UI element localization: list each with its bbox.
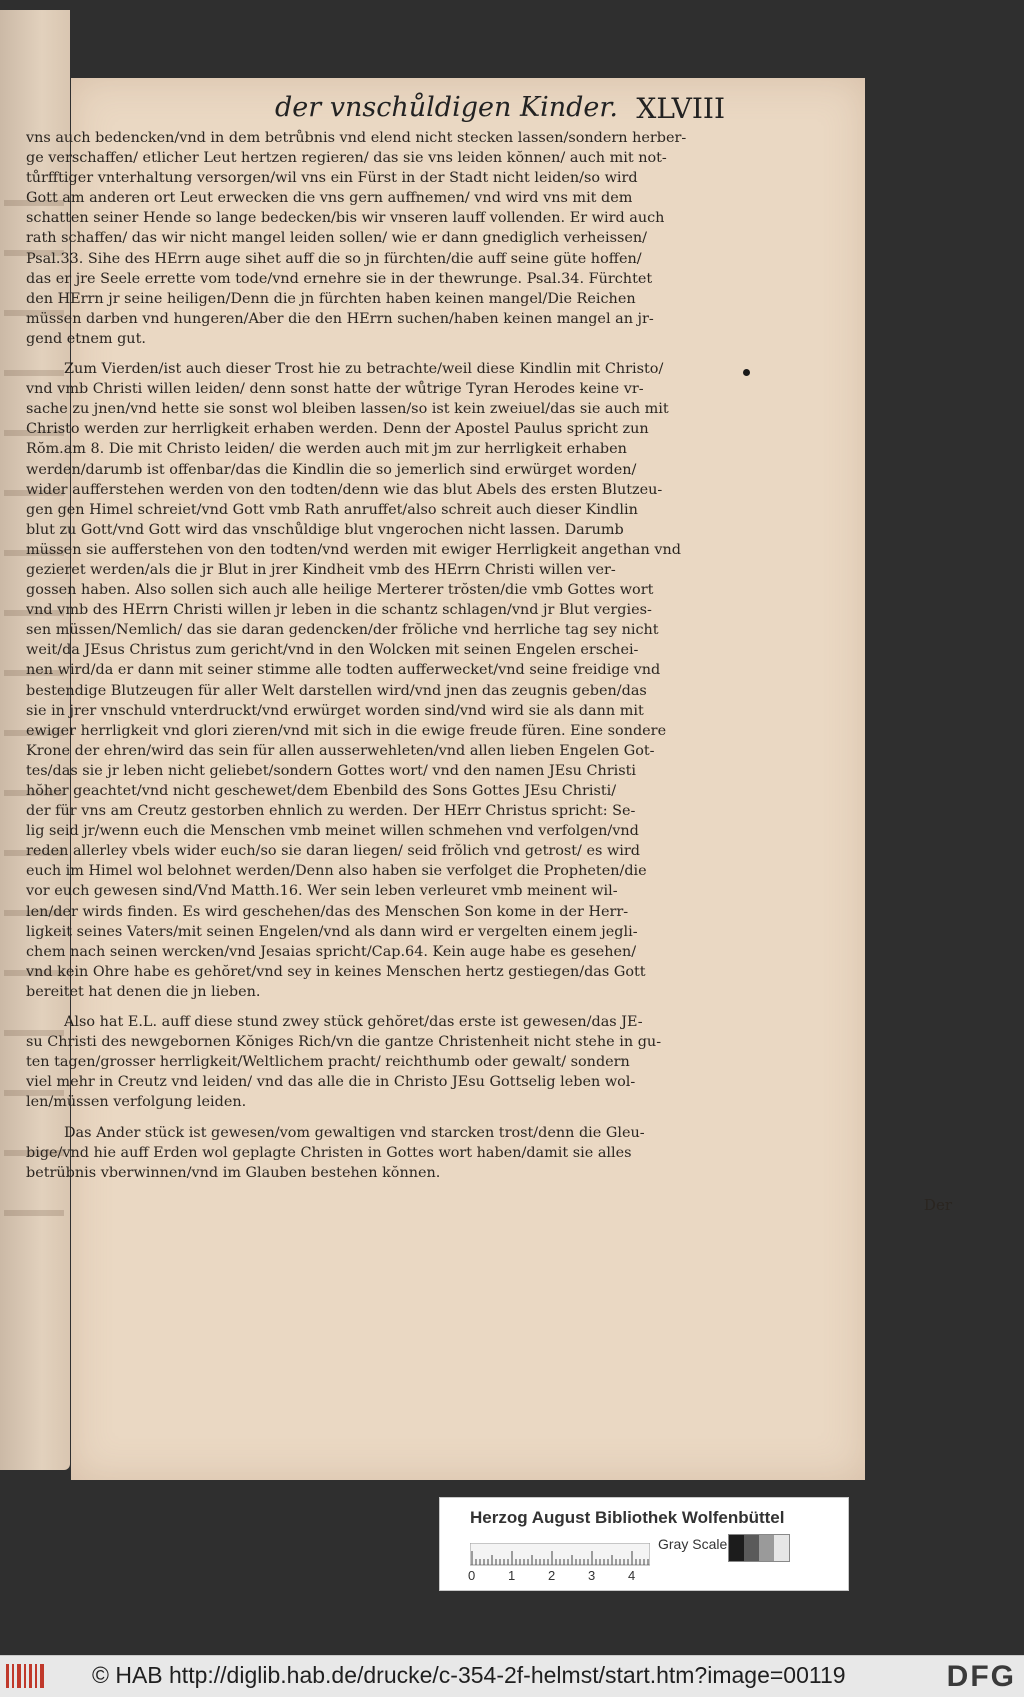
folio-number: XLVIII — [636, 92, 725, 125]
text-line: schatten seiner Hende so lange bedecken/bis wir vnseren lauff vollenden. Er wird auch — [26, 210, 665, 227]
ruler-number: 2 — [548, 1568, 556, 1583]
text-line: ge verschaffen/ etlicher Leut hertzen regieren/ das sie vns leiden kŏnnen/ auch mit not- — [26, 150, 667, 167]
ruler-number: 0 — [468, 1568, 476, 1583]
text-line: bereitet hat denen die jn lieben. — [26, 983, 261, 1000]
running-head — [205, 92, 725, 132]
text-line: vns auch bedencken/vnd in dem betrůbnis vnd elend nicht stecken lassen/sondern herber- — [26, 130, 687, 146]
swatch-gray — [759, 1535, 774, 1561]
library-color-chart — [439, 1497, 849, 1591]
text-line: chem nach seinen wercken/vnd Jesaias spricht/Cap.64. Kein auge habe es gesehen/ — [26, 943, 637, 960]
text-line: hŏher geachtet/vnd nicht geschewet/dem Ebenbild des Sons Gottes JEsu Christi/ — [26, 783, 617, 799]
text-line: gend etnem gut. — [26, 330, 146, 347]
text-line: betrübnis vberwinnen/vnd im Glauben bestehen kŏnnen. — [26, 1164, 441, 1181]
text-line: su Christi des newgebornen Kŏniges Rich/vn die gantze Christenheit nicht stehe in gu- — [26, 1034, 662, 1051]
text-line: len/müssen verfolgung leiden. — [26, 1094, 247, 1111]
swatch-black — [729, 1535, 744, 1561]
text-line: müssen sie aufferstehen von den todten/vnd werden mit ewiger Herrligkeit angethan vnd — [26, 541, 681, 558]
text-line: Das Ander stück ist gewesen/vom gewaltigen vnd starcken trost/denn die Gleu- — [64, 1124, 645, 1141]
running-title: der vnschůldigen Kinder. — [275, 92, 618, 123]
text-line: sache zu jnen/vnd hette sie sonst wol bleiben lassen/so ist kein zweiuel/das sie auch mit — [26, 401, 669, 418]
text-line: sen müssen/Nemlich/ das sie daran gedencken/der frŏliche vnd herrliche tag sey nicht — [26, 622, 659, 639]
grayscale-swatches — [728, 1534, 790, 1562]
text-line: rath schaffen/ das wir nicht mangel leiden sollen/ wie er dann gnediglich verheissen/ — [26, 230, 647, 247]
text-line: ligkeit seines Vaters/mit seinen Engelen/vnd als dann wird er vergelten einem jegli- — [26, 923, 638, 940]
text-line: viel mehr in Creutz vnd leiden/ vnd das alle die in Christo JEsu Gottselig leben wol- — [26, 1074, 636, 1091]
text-line: Gott am anderen ort Leut erwecken die vns gern auffnemen/ vnd wird vns mit dem — [26, 190, 633, 207]
text-line: blut zu Gott/vnd Gott wird das vnschůldige blut vngerochen nicht lassen. Darumb — [26, 521, 624, 538]
text-line: ten tagen/grosser herrligkeit/Weltlichem pracht/ reichthumb oder gewalt/ sondern — [26, 1054, 630, 1071]
page-body-text — [26, 128, 722, 1183]
text-line: Krone der ehren/wird das sein für allen ausserwehleten/vnd allen lieben Engelen Got- — [26, 742, 655, 759]
text-line: reden allerley vbels wider euch/so sie daran liegen/ seid frŏlich vnd getrost/ es wird — [26, 843, 640, 860]
ruler-number: 3 — [588, 1568, 596, 1583]
text-line: tůrfftiger vnterhaltung versorgen/wil vns ein Fürst in der Stadt nicht leiden/so wird — [26, 170, 638, 187]
library-name: Herzog August Bibliothek Wolfenbüttel — [470, 1508, 785, 1527]
text-line: bestendige Blutzeugen für aller Welt darstellen wird/vnd jnen das zeugnis geben/das — [26, 682, 647, 699]
text-line: tes/das sie jr leben nicht geliebet/sondern Gottes wort/ vnd den namen JEsu Christi — [26, 762, 637, 779]
text-line: vor euch gewesen sind/Vnd Matth.16. Wer sein leben verleuret vmb meinent wil- — [26, 883, 618, 900]
scale-ruler — [470, 1543, 670, 1567]
barcode-icon — [6, 1664, 46, 1688]
ruler-number: 1 — [508, 1568, 516, 1583]
text-line: ewiger herrligkeit vnd glori zieren/vnd mit sich in die ewige freude füren. Eine sondere — [26, 722, 667, 739]
text-line: werden/darumb ist offenbar/das die Kindlin die so jemerlich sind erwürget worden/ — [26, 461, 637, 478]
text-line: lig seid jr/wenn euch die Menschen vmb meinet willen schmehen vnd verfolgen/vnd — [26, 823, 639, 840]
text-line: gen gen Himel schreiet/vnd Gott vmb Rath anruffet/also schreit auch dieser Kindlin — [26, 501, 638, 518]
text-line: Psal.33. Sihe des HErrn auge sihet auff die so jn fürchten/die auff seine güte hoffen/ — [26, 250, 642, 267]
footer-url[interactable]: © HAB http://diglib.hab.de/drucke/c-354-2f-helmst/start.htm?image=00119 — [92, 1662, 846, 1688]
ruler-numbers — [464, 1568, 664, 1586]
text-line: bige/vnd hie auff Erden wol geplagte Christen in Gottes wort haben/damit sie alles — [26, 1144, 632, 1161]
text-line: vnd vmb des HErrn Christi willen jr leben in die schantz schlagen/vnd jr Blut vergies- — [26, 602, 652, 619]
text-line: das er jre Seele errette vom tode/vnd ernehre sie in der thewrunge. Psal.34. Fürchtet — [26, 270, 653, 287]
text-line: Christo werden zur herrligkeit erhaben werden. Denn der Apostel Paulus spricht zun — [26, 421, 649, 438]
text-line: der für vns am Creutz gestorben ehnlich zu werden. Der HErr Christus spricht: Se- — [26, 803, 636, 820]
text-line: wider aufferstehen werden von den todten/denn wie das blut Abels des ersten Blutzeu- — [26, 481, 663, 498]
text-line: gossen haben. Also sollen sich auch alle heilige Merterer trŏsten/die vmb Gottes wort — [26, 582, 654, 599]
text-line: gezieret werden/als die jr Blut in jrer Kindheit vmb des HErrn Christi willen ver- — [26, 561, 616, 578]
text-line: len/der wirds finden. Es wird geschehen/das des Menschen Son kome in der Herr- — [26, 903, 629, 920]
text-line: Zum Vierden/ist auch dieser Trost hie zu betrachte/weil diese Kindlin mit Christo/ — [64, 361, 664, 378]
text-line: den HErrn jr seine heiligen/Denn die jn fürchten haben keinen mangel/Die Reichen — [26, 290, 636, 307]
catchword: Der — [923, 1196, 952, 1214]
text-line: vnd vmb Christi willen leiden/ denn sonst hatte der wůtrige Tyran Herodes keine vr- — [26, 381, 644, 398]
text-line: euch im Himel wol belohnet werden/Denn also haben sie verfolget die Propheten/die — [26, 863, 647, 880]
text-line: Also hat E.L. auff diese stund zwey stück gehŏret/das erste ist gewesen/das JE- — [64, 1014, 643, 1031]
text-line: nen wird/da er dann mit seiner stimme alle todten aufferwecket/vnd seine freidige vnd — [26, 662, 661, 679]
text-line: sie in jrer vnschuld vnterdruckt/vnd erwürget worden sind/vnd wird sie als dann mit — [26, 702, 644, 719]
grayscale-label: Gray Scale — [658, 1536, 728, 1552]
swatch-dark-gray — [744, 1535, 759, 1561]
dfg-logo: DFG — [946, 1660, 1016, 1693]
ink-spot — [743, 369, 750, 376]
text-line: weit/da JEsus Christus zum gericht/vnd in den Wolcken mit seinen Engelen erschei- — [26, 642, 639, 659]
swatch-light-gray — [774, 1535, 789, 1561]
ruler-number: 4 — [628, 1568, 636, 1583]
text-line: vnd kein Ohre habe es gehŏret/vnd sey in keines Menschen hertz gestiegen/das Gott — [26, 963, 646, 980]
footer-bar — [0, 1655, 1024, 1697]
text-line: müssen darben vnd hungeren/Aber die den HErrn suchen/haben keinen mangel an jr- — [26, 310, 654, 327]
text-line: Rŏm.am 8. Die mit Christo leiden/ die werden auch mit jm zur herrligkeit erhaben — [26, 441, 627, 458]
